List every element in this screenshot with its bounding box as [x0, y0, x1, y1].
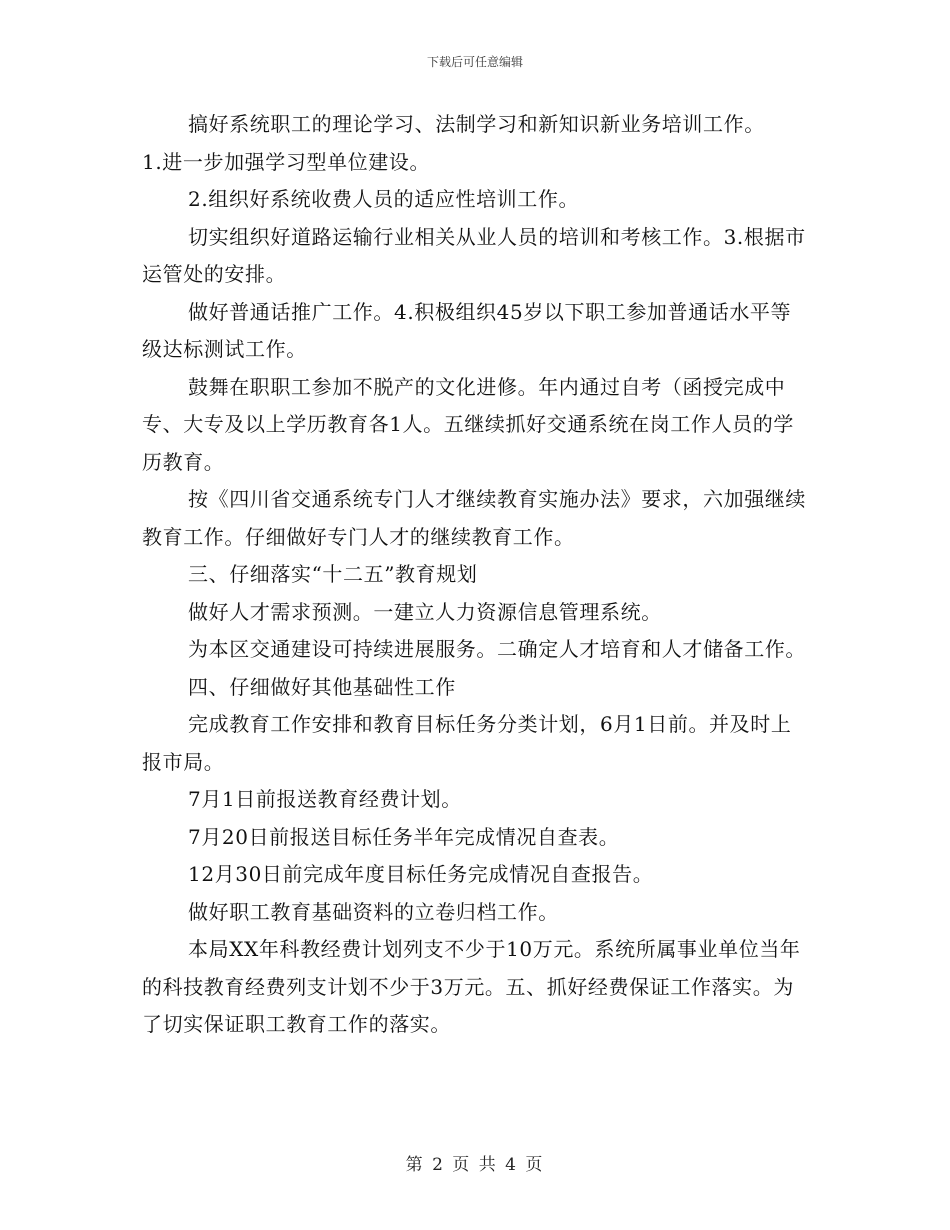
paragraph: 做好职工教育基础资料的立卷归档工作。	[188, 899, 559, 924]
document-body	[142, 106, 808, 1044]
paragraph: 为本区交通建设可持续进展服务。二确定人才培育和人才储备工作。	[188, 637, 806, 661]
paragraph: 2.组织好系统收费人员的适应性培训工作。	[188, 187, 580, 211]
paragraph: 做好普通话推广工作。4.积极组织45岁以下职工参加普通话水平等级达标测试工作。	[142, 299, 792, 361]
paragraph: 完成教育工作安排和教育目标任务分类计划，6月1日前。并及时上报市局。	[142, 712, 792, 774]
paragraph: 切实组织好道路运输行业相关从业人员的培训和考核工作。3.根据市运管处的安排。	[142, 224, 806, 286]
paragraph: 搞好系统职工的理论学习、法制学习和新知识新业务培训工作。	[188, 112, 765, 136]
paragraph: 按《四川省交通系统专门人才继续教育实施办法》要求，六加强继续教育工作。仔细做好专门人才的继续教育工作。	[142, 487, 806, 549]
paragraph: 7月1日前报送教育经费计划。	[188, 787, 462, 811]
section-heading: 四、仔细做好其他基础性工作	[188, 674, 456, 699]
paragraph: 12月30日前完成年度目标任务完成情况自查报告。	[188, 862, 654, 886]
header-note: 下载后可任意编辑	[426, 55, 523, 69]
page-number: 第 2 页 共 4 页	[405, 1155, 545, 1175]
section-heading: 三、仔细落实“十二五”教育规划	[188, 562, 478, 586]
paragraph: 7月20日前报送目标任务半年完成情况自查表。	[188, 824, 620, 849]
paragraph: 本局XX年科教经费计划列支不少于10万元。系统所属事业单位当年的科技教育经费列支计划不少于3万元。五、抓好经费保证工作落实。为了切实保证职工教育工作的落实。	[142, 937, 801, 1036]
paragraph: 1.进一步加强学习型单位建设。	[142, 149, 431, 174]
paragraph: 做好人才需求预测。一建立人力资源信息管理系统。	[188, 599, 662, 624]
paragraph: 鼓舞在职职工参加不脱产的文化进修。年内通过自考（函授完成中专、大专及以上学历教育各1人。五继续抓好交通系统在岗工作人员的学历教育。	[142, 374, 794, 474]
